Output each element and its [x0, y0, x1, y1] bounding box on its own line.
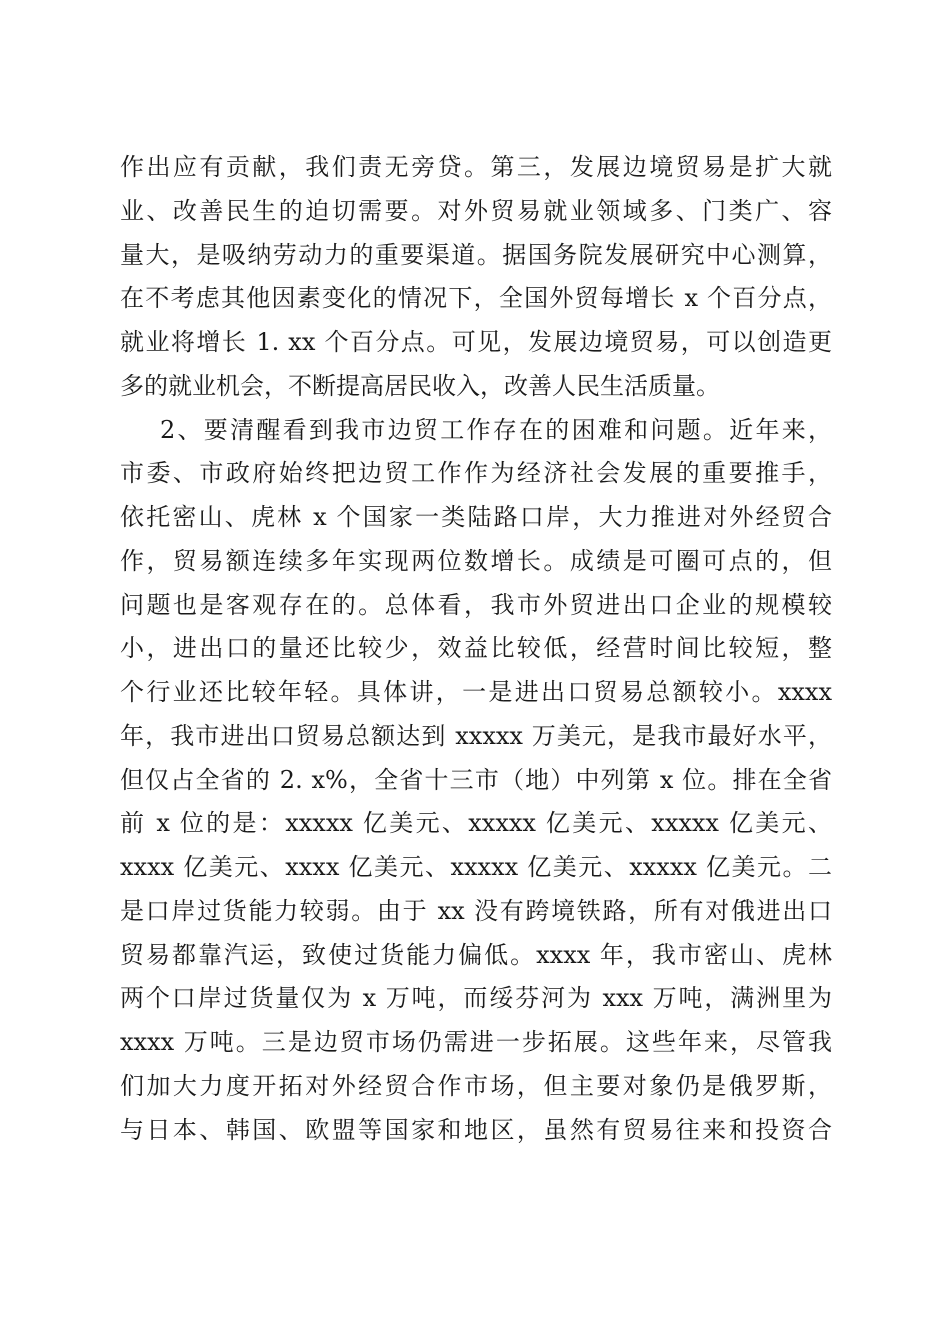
text-line: xxxx 万吨。三是边贸市场仍需进一步拓展。这些年来，尽管我: [120, 1028, 832, 1056]
text-line: 问题也是客观存在的。总体看，我市外贸进出口企业的规模较: [120, 590, 832, 619]
text-line: 们加大力度开拓对外经贸合作市场，但主要对象仍是俄罗斯，: [120, 1071, 832, 1100]
text-line: 前 x 位的是：xxxxx 亿美元、xxxxx 亿美元、xxxxx 亿美元、: [120, 809, 832, 838]
text-line: 两个口岸过货量仅为 x 万吨，而绥芬河为 xxx 万吨，满洲里为: [120, 984, 832, 1013]
text-line: 2、要清醒看到我市边贸工作存在的困难和问题。近年来，: [160, 415, 832, 444]
text-line: 年，我市进出口贸易总额达到 xxxxx 万美元，是我市最好水平，: [120, 721, 832, 750]
text-line: 就业将增长 1. xx 个百分点。可见，发展边境贸易，可以创造更: [120, 328, 832, 356]
text-line: xxxx 亿美元、xxxx 亿美元、xxxxx 亿美元、xxxxx 亿美元。二: [120, 853, 832, 881]
text-line: 个行业还比较年轻。具体讲，一是进出口贸易总额较小。xxxx: [120, 678, 832, 706]
text-line: 量大，是吸纳劳动力的重要渠道。据国务院发展研究中心测算，: [120, 240, 832, 269]
text-line: 是口岸过货能力较弱。由于 xx 没有跨境铁路，所有对俄进出口: [120, 896, 832, 925]
text-line: 作出应有贡献，我们责无旁贷。第三，发展边境贸易是扩大就: [120, 153, 832, 181]
text-line: 贸易都靠汽运，致使过货能力偏低。xxxx 年，我市密山、虎林: [120, 940, 832, 969]
text-line: 业、改善民生的迫切需要。对外贸易就业领域多、门类广、容: [120, 196, 832, 225]
document-body: [120, 146, 832, 1152]
text-line: 市委、市政府始终把边贸工作作为经济社会发展的重要推手，: [120, 459, 832, 488]
text-line: 但仅占全省的 2. x%，全省十三市（地）中列第 x 位。排在全省: [120, 765, 832, 794]
text-line: 依托密山、虎林 x 个国家一类陆路口岸，大力推进对外经贸合: [120, 503, 832, 531]
text-line: 在不考虑其他因素变化的情况下，全国外贸每增长 x 个百分点，: [120, 284, 832, 313]
paragraph-2: [120, 409, 832, 1153]
text-line: 与日本、韩国、欧盟等国家和地区，虽然有贸易往来和投资合: [120, 1115, 832, 1144]
paragraph-1: [120, 146, 832, 409]
text-line: 多的就业机会，不断提高居民收入，改善人民生活质量。: [120, 371, 720, 400]
text-line: 作，贸易额连续多年实现两位数增长。成绩是可圈可点的，但: [120, 546, 832, 575]
text-line: 小，进出口的量还比较少，效益比较低，经营时间比较短，整: [120, 634, 832, 663]
